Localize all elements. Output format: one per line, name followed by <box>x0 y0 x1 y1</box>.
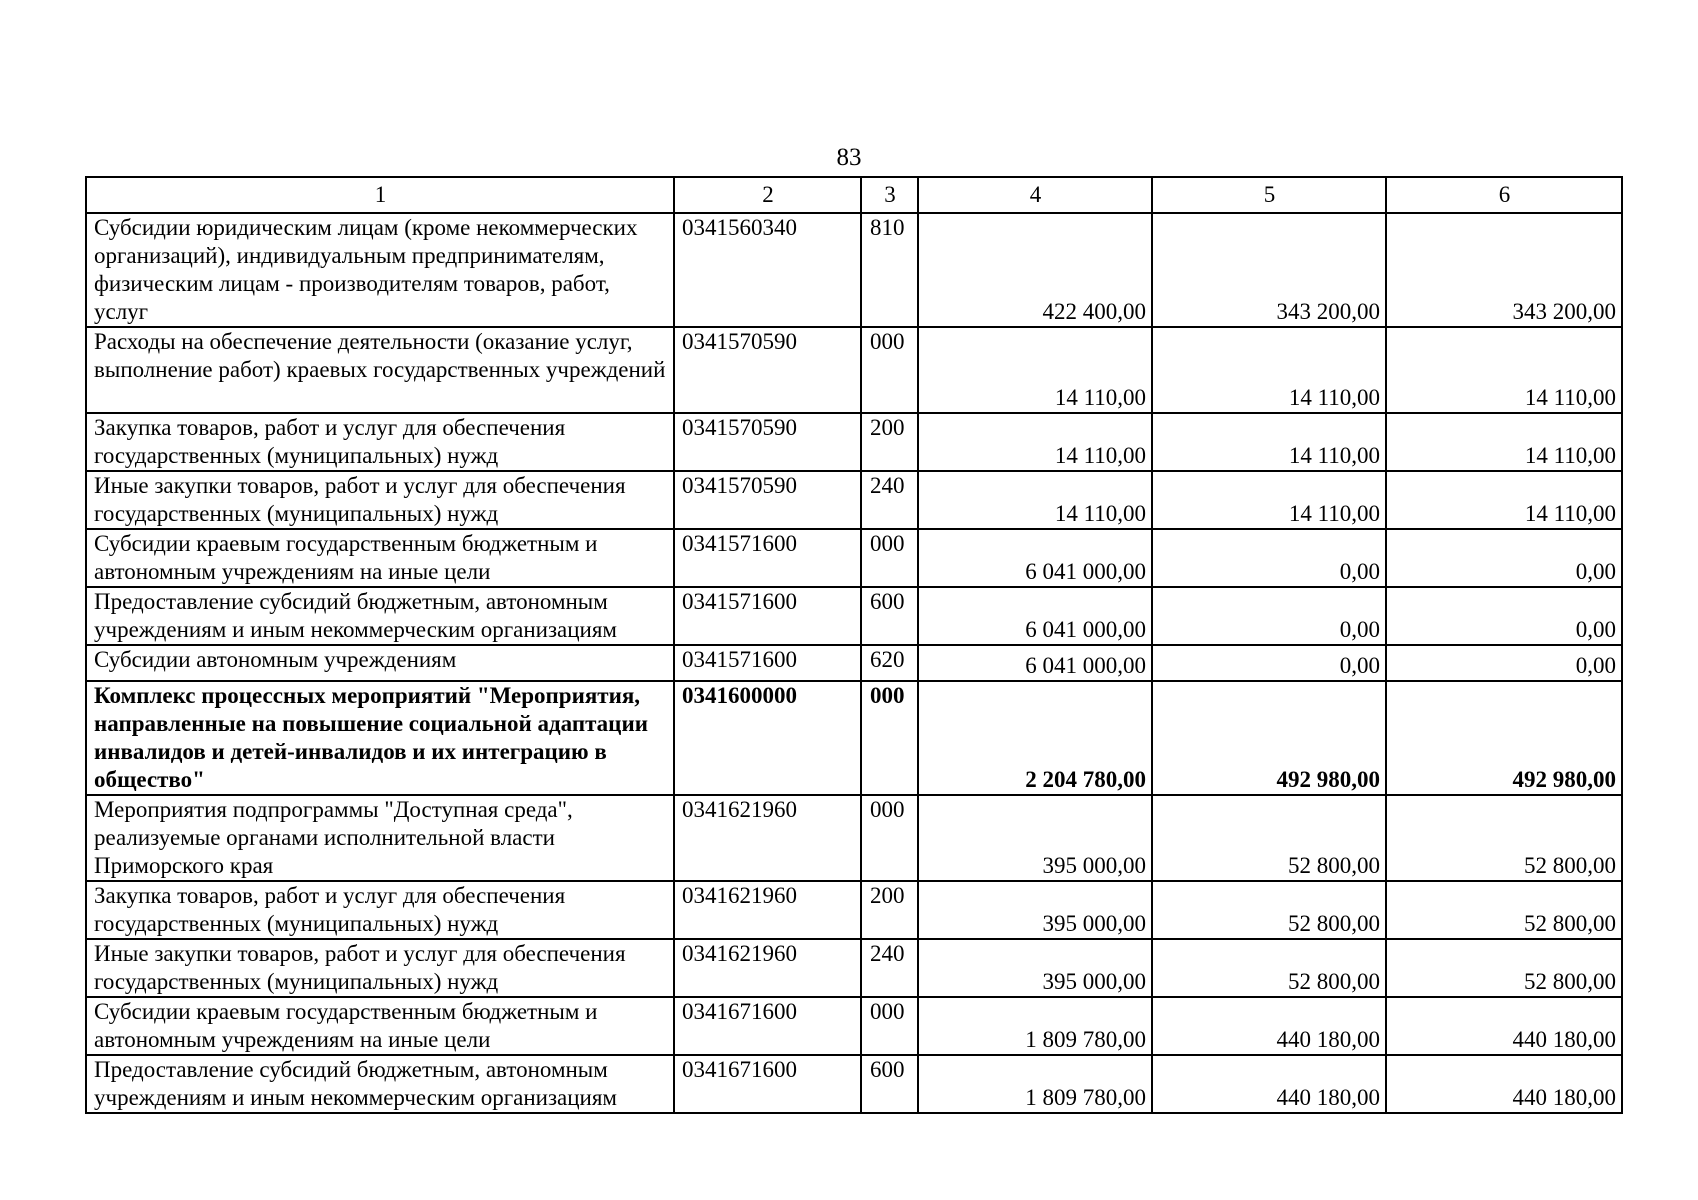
row-value-col5: 14 110,00 <box>1152 327 1386 413</box>
row-value-col6: 440 180,00 <box>1386 1055 1622 1113</box>
row-value-col4: 14 110,00 <box>918 327 1152 413</box>
row-value-col5: 0,00 <box>1152 529 1386 587</box>
row-name-cell: Субсидии автономным учреждениям <box>86 645 674 681</box>
row-type-cell: 000 <box>861 997 918 1055</box>
row-value-col6: 440 180,00 <box>1386 997 1622 1055</box>
row-value-col4: 14 110,00 <box>918 413 1152 471</box>
row-code-cell: 0341570590 <box>674 471 861 529</box>
budget-table <box>85 176 1623 1114</box>
row-value-col5: 14 110,00 <box>1152 471 1386 529</box>
row-value-col5: 52 800,00 <box>1152 939 1386 997</box>
column-header: 2 <box>674 177 861 213</box>
row-value-col4: 1 809 780,00 <box>918 1055 1152 1113</box>
table-row <box>86 997 1622 1055</box>
table-row <box>86 213 1622 327</box>
table-row <box>86 529 1622 587</box>
row-name-cell: Мероприятия подпрограммы "Доступная среда", реализуемые органами исполнительной власти Приморского края <box>86 795 674 881</box>
row-value-col5: 343 200,00 <box>1152 213 1386 327</box>
row-value-col4: 395 000,00 <box>918 795 1152 881</box>
row-name-cell: Комплекс процессных мероприятий "Мероприятия, направленные на повышение социальной адаптации инвалидов и детей-инвалидов и их интеграцию в общество" <box>86 681 674 795</box>
row-value-col4: 2 204 780,00 <box>918 681 1152 795</box>
row-type-cell: 600 <box>861 1055 918 1113</box>
column-header: 5 <box>1152 177 1386 213</box>
row-value-col5: 14 110,00 <box>1152 413 1386 471</box>
row-name-cell: Субсидии краевым государственным бюджетным и автономным учреждениям на иные цели <box>86 529 674 587</box>
row-value-col6: 14 110,00 <box>1386 413 1622 471</box>
row-value-col5: 440 180,00 <box>1152 997 1386 1055</box>
row-name-cell: Закупка товаров, работ и услуг для обеспечения государственных (муниципальных) нужд <box>86 413 674 471</box>
row-name-cell: Предоставление субсидий бюджетным, автономным учреждениям и иным некоммерческим организациям <box>86 587 674 645</box>
row-value-col4: 6 041 000,00 <box>918 529 1152 587</box>
row-value-col6: 343 200,00 <box>1386 213 1622 327</box>
row-type-cell: 000 <box>861 795 918 881</box>
column-header: 4 <box>918 177 1152 213</box>
row-value-col6: 52 800,00 <box>1386 795 1622 881</box>
row-value-col4: 6 041 000,00 <box>918 587 1152 645</box>
row-value-col5: 492 980,00 <box>1152 681 1386 795</box>
row-type-cell: 000 <box>861 327 918 413</box>
row-value-col6: 492 980,00 <box>1386 681 1622 795</box>
row-value-col5: 0,00 <box>1152 645 1386 681</box>
row-value-col5: 52 800,00 <box>1152 795 1386 881</box>
row-value-col4: 422 400,00 <box>918 213 1152 327</box>
table-row <box>86 881 1622 939</box>
row-code-cell: 0341560340 <box>674 213 861 327</box>
row-type-cell: 240 <box>861 939 918 997</box>
row-type-cell: 600 <box>861 587 918 645</box>
row-code-cell: 0341571600 <box>674 645 861 681</box>
row-value-col6: 0,00 <box>1386 529 1622 587</box>
row-name-cell: Субсидии юридическим лицам (кроме некоммерческих организаций), индивидуальным предпринимателям, физическим лицам - производителям товаров, работ, услуг <box>86 213 674 327</box>
table-row <box>86 795 1622 881</box>
page-number: 83 <box>836 144 862 171</box>
row-name-cell: Предоставление субсидий бюджетным, автономным учреждениям и иным некоммерческим организациям <box>86 1055 674 1113</box>
row-value-col4: 14 110,00 <box>918 471 1152 529</box>
row-value-col4: 395 000,00 <box>918 881 1152 939</box>
table-row <box>86 587 1622 645</box>
table-row <box>86 327 1622 413</box>
row-code-cell: 0341570590 <box>674 327 861 413</box>
row-value-col6: 0,00 <box>1386 645 1622 681</box>
row-value-col6: 52 800,00 <box>1386 939 1622 997</box>
row-type-cell: 000 <box>861 681 918 795</box>
row-value-col4: 6 041 000,00 <box>918 645 1152 681</box>
table-row <box>86 939 1622 997</box>
row-code-cell: 0341621960 <box>674 939 861 997</box>
row-code-cell: 0341621960 <box>674 795 861 881</box>
table-row <box>86 645 1622 681</box>
row-value-col4: 395 000,00 <box>918 939 1152 997</box>
column-header: 3 <box>861 177 918 213</box>
row-type-cell: 810 <box>861 213 918 327</box>
column-header: 6 <box>1386 177 1622 213</box>
row-value-col6: 14 110,00 <box>1386 471 1622 529</box>
row-name-cell: Расходы на обеспечение деятельности (оказание услуг, выполнение работ) краевых государственных учреждений <box>86 327 674 413</box>
column-header: 1 <box>86 177 674 213</box>
row-value-col6: 14 110,00 <box>1386 327 1622 413</box>
row-code-cell: 0341571600 <box>674 587 861 645</box>
row-code-cell: 0341570590 <box>674 413 861 471</box>
row-type-cell: 200 <box>861 413 918 471</box>
row-code-cell: 0341600000 <box>674 681 861 795</box>
row-code-cell: 0341671600 <box>674 997 861 1055</box>
row-value-col5: 440 180,00 <box>1152 1055 1386 1113</box>
row-value-col4: 1 809 780,00 <box>918 997 1152 1055</box>
row-value-col5: 0,00 <box>1152 587 1386 645</box>
row-code-cell: 0341621960 <box>674 881 861 939</box>
row-name-cell: Иные закупки товаров, работ и услуг для обеспечения государственных (муниципальных) нужд <box>86 471 674 529</box>
table-row-section-total <box>86 681 1622 795</box>
row-name-cell: Иные закупки товаров, работ и услуг для обеспечения государственных (муниципальных) нужд <box>86 939 674 997</box>
row-name-cell: Субсидии краевым государственным бюджетным и автономным учреждениям на иные цели <box>86 997 674 1055</box>
row-type-cell: 240 <box>861 471 918 529</box>
table-row <box>86 413 1622 471</box>
row-value-col6: 52 800,00 <box>1386 881 1622 939</box>
table-row <box>86 471 1622 529</box>
row-code-cell: 0341671600 <box>674 1055 861 1113</box>
row-name-cell: Закупка товаров, работ и услуг для обеспечения государственных (муниципальных) нужд <box>86 881 674 939</box>
row-value-col5: 52 800,00 <box>1152 881 1386 939</box>
table-row <box>86 1055 1622 1113</box>
table-header-row <box>86 177 1622 213</box>
row-type-cell: 200 <box>861 881 918 939</box>
row-code-cell: 0341571600 <box>674 529 861 587</box>
row-type-cell: 000 <box>861 529 918 587</box>
row-type-cell: 620 <box>861 645 918 681</box>
row-value-col6: 0,00 <box>1386 587 1622 645</box>
